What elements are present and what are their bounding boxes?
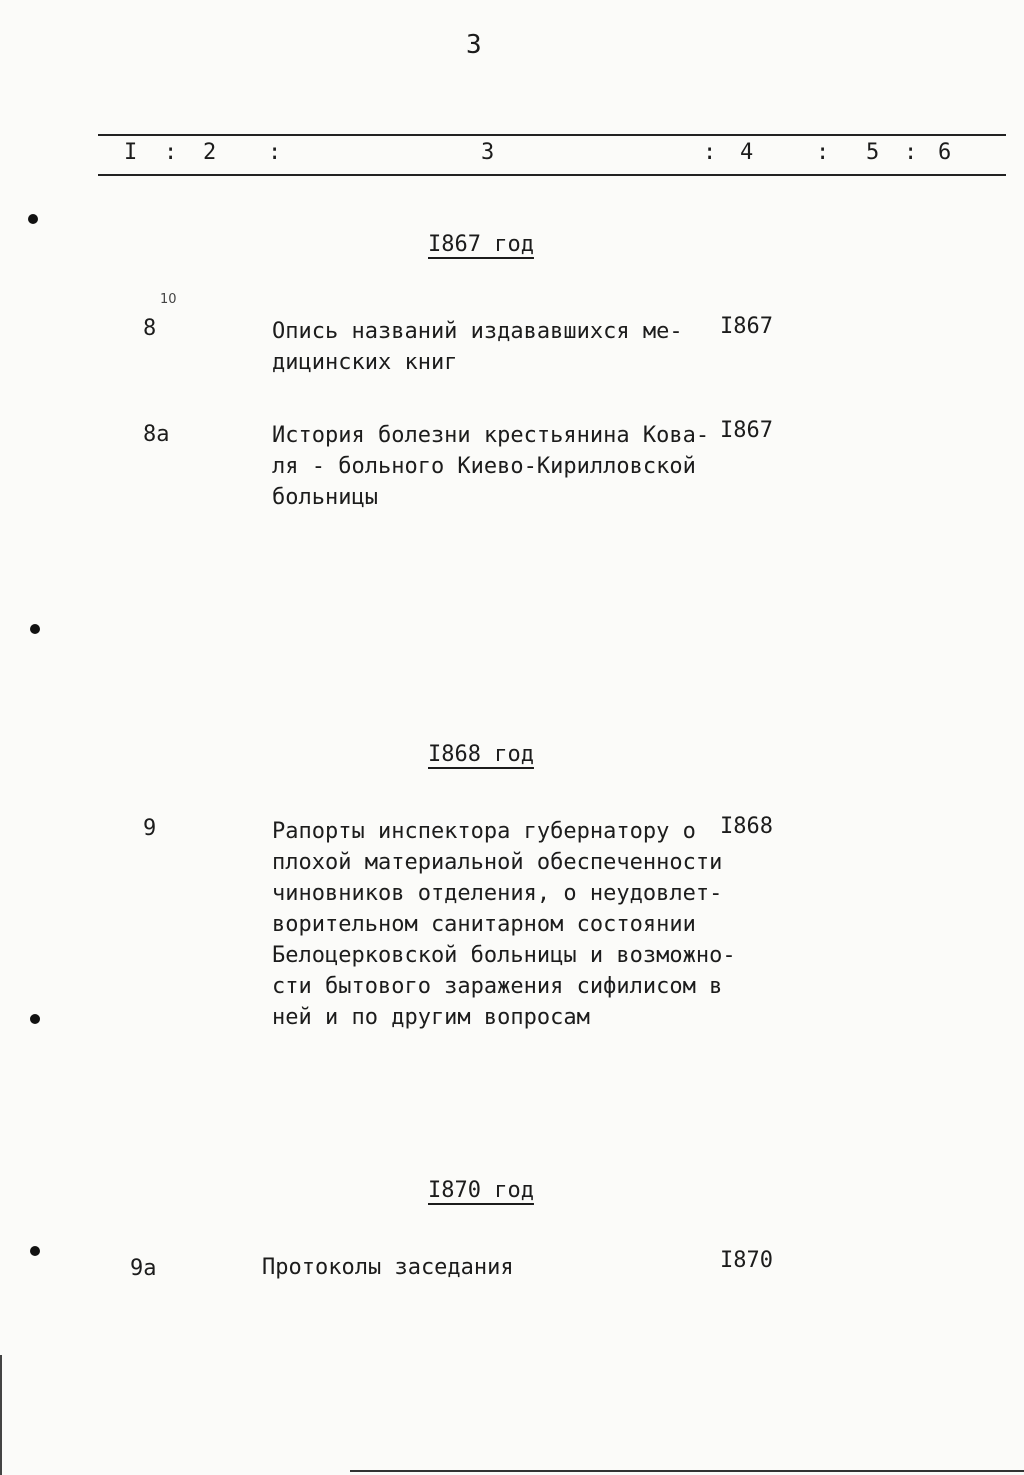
entry-date: I867 [720, 418, 773, 443]
column-header-separator: : [268, 140, 282, 165]
pencil-annotation: 10 [160, 292, 177, 307]
section-heading-1868: I868 год [428, 742, 534, 767]
entry-number: 8 [143, 316, 157, 341]
description-line: ля - больного Киево-Кирилловской [272, 454, 696, 479]
entry-number: 9а [130, 1256, 157, 1281]
column-header-2: 2 [203, 140, 217, 165]
header-top-rule [98, 134, 1006, 136]
description-line: История болезни крестьянина Кова- [272, 423, 710, 448]
entry-description [272, 816, 736, 1033]
column-header-separator: : [904, 140, 918, 165]
binding-hole [30, 1014, 40, 1024]
column-header-3: 3 [481, 140, 495, 165]
description-line: Белоцерковской больницы и возможно- [272, 943, 736, 968]
column-header-separator: : [816, 140, 830, 165]
column-header-1: I [124, 140, 138, 165]
scan-edge [0, 1355, 2, 1475]
entry-description [262, 1252, 712, 1283]
page-number: 3 [466, 30, 482, 60]
column-header-5: 5 [866, 140, 880, 165]
binding-hole [30, 624, 40, 634]
description-line: Протоколы заседания [262, 1255, 514, 1280]
description-line: сти бытового заражения сифилисом в [272, 974, 723, 999]
section-heading-1867: I867 год [428, 232, 534, 257]
entry-date: I870 [720, 1248, 773, 1273]
description-line: дицинских книг [272, 350, 458, 375]
description-line: ней и по другим вопросам [272, 1005, 590, 1030]
column-header-separator: : [164, 140, 178, 165]
description-line: больницы [272, 485, 378, 510]
bottom-rule [350, 1470, 1024, 1472]
description-line: Рапорты инспектора губернатору о [272, 819, 696, 844]
description-line: Опись названий издававшихся ме- [272, 319, 683, 344]
description-line: ворительном санитарном состоянии [272, 912, 696, 937]
description-line: чиновников отделения, о неудовлет- [272, 881, 723, 906]
entry-date: I868 [720, 814, 773, 839]
binding-hole [28, 214, 38, 224]
entry-description [272, 420, 722, 513]
binding-hole [30, 1246, 40, 1256]
entry-number: 9 [143, 816, 157, 841]
column-header-separator: : [703, 140, 717, 165]
entry-number: 8а [143, 422, 170, 447]
header-bottom-rule [98, 174, 1006, 176]
section-heading-1870: I870 год [428, 1178, 534, 1203]
column-header-6: 6 [938, 140, 952, 165]
entry-date: I867 [720, 314, 773, 339]
entry-description [272, 316, 722, 378]
description-line: плохой материальной обеспеченности [272, 850, 723, 875]
column-header-4: 4 [740, 140, 754, 165]
